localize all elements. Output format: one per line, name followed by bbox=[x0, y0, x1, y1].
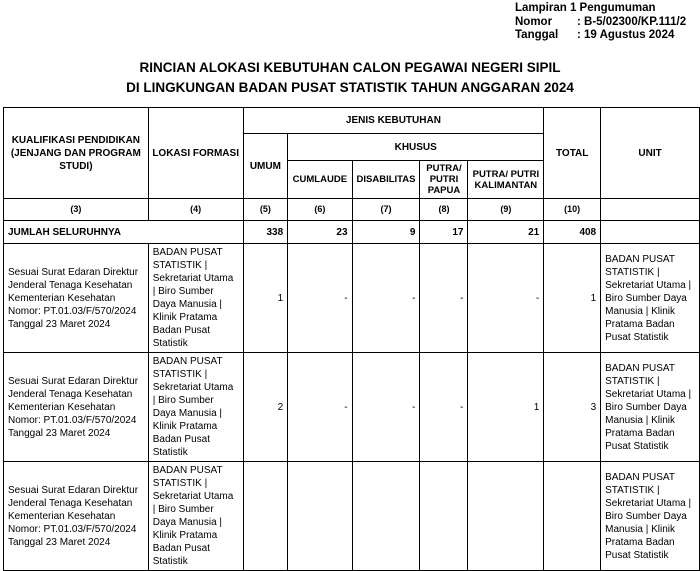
colnum-6: (6) bbox=[288, 199, 352, 221]
papua-cell: - bbox=[420, 353, 468, 462]
cumlaude-cell bbox=[288, 462, 352, 571]
page-title-line1: RINCIAN ALOKASI KEBUTUHAN CALON PEGAWAI NEGERI SIPIL bbox=[139, 60, 561, 75]
unit-cell: BADAN PUSAT STATISTIK | Sekretariat Utama | Biro Sumber Daya Manusia | Klinik Pratama Badan Pusat Statistik bbox=[601, 244, 700, 353]
total-cell: 1 bbox=[544, 244, 601, 353]
tanggal-value: : 19 Agustus 2024 bbox=[577, 29, 675, 41]
col-header-cumlaude: CUMLAUDE bbox=[288, 161, 352, 199]
cumlaude-cell: - bbox=[288, 353, 352, 462]
kalimantan-cell: 1 bbox=[468, 353, 544, 462]
table-row bbox=[4, 462, 700, 571]
kualifikasi-cell: Sesuai Surat Edaran Direktur Jenderal Tenaga Kesehatan Kementerian Kesehatan Nomor: PT.01.03/F/570/2024 Tanggal 23 Maret 2024 bbox=[4, 462, 149, 571]
total-cell bbox=[544, 462, 601, 571]
total-cell: 3 bbox=[544, 353, 601, 462]
lokasi-cell: BADAN PUSAT STATISTIK | Sekretariat Utama | Biro Sumber Daya Manusia | Klinik Pratama Badan Pusat Statistik bbox=[148, 244, 243, 353]
umum-cell: 2 bbox=[243, 353, 288, 462]
kualifikasi-cell: Sesuai Surat Edaran Direktur Jenderal Tenaga Kesehatan Kementerian Kesehatan Nomor: PT.01.03/F/570/2024 Tanggal 23 Maret 2024 bbox=[4, 353, 149, 462]
papua-cell: - bbox=[420, 244, 468, 353]
col-header-jenis-kebutuhan: JENIS KEBUTUHAN bbox=[243, 108, 544, 134]
kalimantan-cell bbox=[468, 462, 544, 571]
page-title-line2: DI LINGKUNGAN BADAN PUSAT STATISTIK TAHUN ANGGARAN 2024 bbox=[126, 80, 574, 95]
umum-cell: 1 bbox=[243, 244, 288, 353]
summary-unit bbox=[601, 221, 700, 244]
papua-cell bbox=[420, 462, 468, 571]
summary-papua: 17 bbox=[420, 221, 468, 244]
col-header-khusus: KHUSUS bbox=[288, 134, 544, 161]
lokasi-cell: BADAN PUSAT STATISTIK | Sekretariat Utama | Biro Sumber Daya Manusia | Klinik Pratama Badan Pusat Statistik bbox=[148, 462, 243, 571]
colnum-3: (3) bbox=[4, 199, 149, 221]
cumlaude-cell: - bbox=[288, 244, 352, 353]
allocation-table bbox=[3, 107, 700, 571]
col-header-disabilitas: DISABILITAS bbox=[352, 161, 420, 199]
col-header-papua: PUTRA/ PUTRI PAPUA bbox=[420, 161, 468, 199]
col-header-umum: UMUM bbox=[243, 134, 288, 199]
summary-total: 408 bbox=[544, 221, 601, 244]
nomor-label: Nomor bbox=[515, 15, 553, 28]
colnum-11 bbox=[601, 199, 700, 221]
summary-umum: 338 bbox=[243, 221, 288, 244]
attachment-title: Lampiran 1 Pengumuman bbox=[515, 2, 656, 14]
col-header-lokasi: LOKASI FORMASI bbox=[148, 108, 243, 199]
kualifikasi-cell: Sesuai Surat Edaran Direktur Jenderal Tenaga Kesehatan Kementerian Kesehatan Nomor: PT.01.03/F/570/2024 Tanggal 23 Maret 2024 bbox=[4, 244, 149, 353]
colnum-4: (4) bbox=[148, 199, 243, 221]
colnum-5: (5) bbox=[243, 199, 288, 221]
table-row bbox=[4, 244, 700, 353]
umum-cell bbox=[243, 462, 288, 571]
col-header-kalimantan: PUTRA/ PUTRI KALIMANTAN bbox=[468, 161, 544, 199]
summary-disabilitas: 9 bbox=[352, 221, 420, 244]
colnum-8: (8) bbox=[420, 199, 468, 221]
kalimantan-cell: - bbox=[468, 244, 544, 353]
colnum-9: (9) bbox=[468, 199, 544, 221]
unit-cell: BADAN PUSAT STATISTIK | Sekretariat Utama | Biro Sumber Daya Manusia | Klinik Pratama Badan Pusat Statistik bbox=[601, 353, 700, 462]
unit-cell: BADAN PUSAT STATISTIK | Sekretariat Utama | Biro Sumber Daya Manusia | Klinik Pratama Badan Pusat Statistik bbox=[601, 462, 700, 571]
disabilitas-cell bbox=[352, 462, 420, 571]
col-header-unit: UNIT bbox=[601, 108, 700, 199]
table-row bbox=[4, 353, 700, 462]
summary-label: JUMLAH SELURUHNYA bbox=[4, 221, 244, 244]
attachment-header bbox=[515, 2, 700, 43]
nomor-value: : B-5/02300/KP.111/2 bbox=[577, 15, 687, 28]
tanggal-label: Tanggal bbox=[515, 29, 559, 41]
col-header-kualifikasi: KUALIFIKASI PENDIDIKAN (JENJANG DAN PROGRAM STUDI) bbox=[4, 108, 149, 199]
page-title bbox=[0, 58, 700, 98]
col-header-total: TOTAL bbox=[544, 108, 601, 199]
colnum-10: (10) bbox=[544, 199, 601, 221]
column-number-row bbox=[4, 199, 700, 221]
disabilitas-cell: - bbox=[352, 353, 420, 462]
colnum-7: (7) bbox=[352, 199, 420, 221]
summary-kalimantan: 21 bbox=[468, 221, 544, 244]
lokasi-cell: BADAN PUSAT STATISTIK | Sekretariat Utama | Biro Sumber Daya Manusia | Klinik Pratama Badan Pusat Statistik bbox=[148, 353, 243, 462]
disabilitas-cell: - bbox=[352, 244, 420, 353]
summary-cumlaude: 23 bbox=[288, 221, 352, 244]
summary-row bbox=[4, 221, 700, 244]
